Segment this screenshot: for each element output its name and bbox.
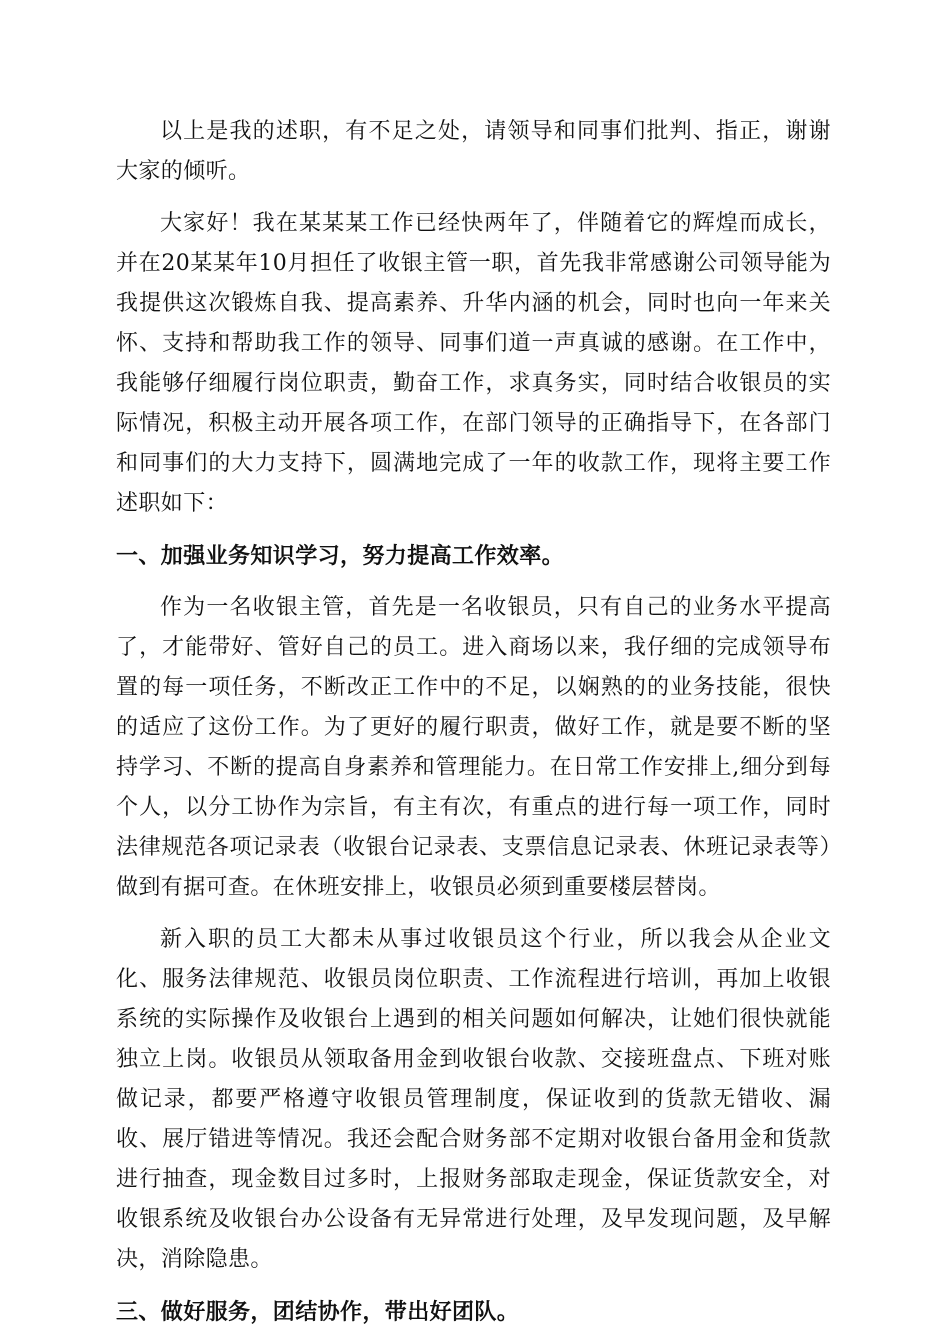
section-heading-3: 三、做好服务，团结协作，带出好团队。 bbox=[116, 1299, 520, 1325]
section-heading-1: 一、加强业务知识学习，努力提高工作效率。 bbox=[116, 543, 565, 569]
body-paragraph-study: 作为一名收银主管，首先是一名收银员，只有自己的业务水平提高了，才能带好、管好自己的员工。进入商场以来，我仔细的完成领导布置的每一项任务，不断改正工作中的不足，以娴熟的的业务技能，很快的适应了这份工作。为了更好的履行职责，做好工作，就是要不断的坚持学习、不断的提高自身素养和管理能力。在日常工作安排上,细分到每个人，以分工协作为宗旨，有主有次，有重点的进行每一项工作，同时法律规范各项记录表（收银台记录表、支票信息记录表、休班记录表等）做到有据可查。在休班安排上，收银员必须到重要楼层替岗。 bbox=[116, 595, 831, 900]
intro-paragraph: 大家好！我在某某某工作已经快两年了，伴随着它的辉煌而成长，并在20某某年10月担任了收银主管一职，首先我非常感谢公司领导能为我提供这次锻炼自我、提高素养、升华内涵的机会，同时也向一年来关怀、支持和帮助我工作的领导、同事们道一声真诚的感谢。在工作中，我能够仔细履行岗位职责，勤奋工作，求真务实，同时结合收银员的实际情况，积极主动开展各项工作，在部门领导的正确指导下，在各部门和同事们的大力支持下，圆满地完成了一年的收款工作，现将主要工作述职如下： bbox=[116, 211, 831, 516]
closing-paragraph: 以上是我的述职，有不足之处，请领导和同事们批判、指正，谢谢大家的倾听。 bbox=[116, 119, 831, 184]
document-page bbox=[116, 112, 831, 1344]
body-paragraph-training: 新入职的员工大都未从事过收银员这个行业，所以我会从企业文化、服务法律规范、收银员岗位职责、工作流程进行培训，再加上收银系统的实际操作及收银台上遇到的相关问题如何解决，让她们很快就能独立上岗。收银员从领取备用金到收银台收款、交接班盘点、下班对账做记录，都要严格遵守收银员管理制度，保证收到的货款无错收、漏收、展厅错进等情况。我还会配合财务部不定期对收银台备用金和货款进行抽查，现金数目过多时，上报财务部取走现金，保证货款安全，对收银系统及收银台办公设备有无异常进行处理，及早发现问题，及早解决，消除隐患。 bbox=[116, 927, 831, 1272]
